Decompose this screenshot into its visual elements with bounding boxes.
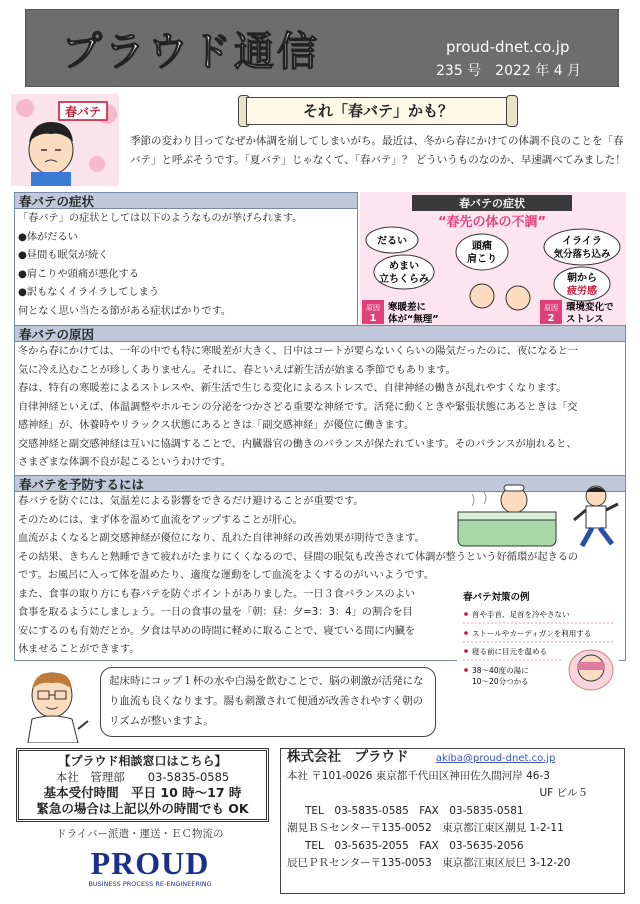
contact-emergency: 緊急の場合は上記以外の時間でも OK (36, 801, 249, 816)
svg-text:体が“無理”: 体が“無理” (388, 314, 439, 325)
figure-subtitle: “春先の体の不調” (437, 215, 547, 230)
text-line: 春バテを防ぐには、気温差による影響をできるだけ避けることが重要です。 (18, 496, 364, 507)
company-email[interactable]: akiba@proud-dnet.co.jp (435, 753, 556, 764)
text-line: 何となく思い当たる節がある症状ばかりです。 (18, 305, 232, 317)
newsletter-title: プラウド通信 (62, 29, 320, 75)
text-line: 休ませることができます。 (18, 644, 140, 655)
svg-text:気分落ち込み: 気分落ち込み (553, 249, 611, 260)
svg-text:10～20分つかる: 10～20分つかる (472, 677, 529, 686)
head-office-tel-fax: TEL 03-5835-0585 FAX 03-5835-0581 (305, 804, 524, 817)
prevention-heading: 春バテを予防するには (14, 475, 626, 492)
tip-item: 首や手首、足首を冷やさない (472, 610, 570, 619)
consultation-contact-box (16, 748, 269, 822)
text-line: ●体がだるい (18, 231, 78, 243)
proud-logo (70, 842, 230, 890)
svg-text:疲労感: 疲労感 (567, 286, 597, 297)
banner-scroll-right (506, 95, 518, 127)
text-line: そのためには、まず体を温めて血流をアップすることが肝心。 (18, 514, 303, 526)
svg-text:2: 2 (547, 313, 555, 324)
bathtub-illustration (452, 478, 562, 550)
tip-item: 寝る前に目元を温める (472, 647, 547, 656)
svg-text:めまい: めまい (389, 261, 419, 272)
text-line: 「春バテ」の症状としては以下のようなものが挙げられます。 (18, 213, 303, 224)
doctor-note-bubble: 起床時にコップ１杯の水や白湯を飲むことで、脳の刺激が活発になり血流も良くなります。腸も刺激されて便通が改善されやすく朝のリズムが整いますよ。 (100, 667, 436, 737)
head-office-address: 本社 〒101-0026 東京都千代田区神田佐久間河岸 46-3 (287, 769, 550, 782)
text-line: 春は、特有の寒暖差によるストレスや、新生活で生じる変化によるストレスで、自律神経の働きが乱れやすくなります。 (18, 383, 567, 394)
svg-text:頭痛: 頭痛 (472, 241, 492, 252)
svg-text:原因: 原因 (366, 304, 380, 312)
figure-title: 春バテの症状 (459, 197, 525, 210)
text-line: 気に冷え込むことが珍しくありません。それに、春といえば新生活が始まる季節でもあります。 (18, 364, 456, 376)
tatsumi-center-address: 辰巳ＰＲセンター〒135-0053 東京都江東区辰巳 3-12-20 (287, 857, 571, 869)
svg-text:イライラ: イライラ (562, 236, 602, 247)
text-line: 冬から春にかけては、一年の中でも特に寒暖差が大きく、日中はコートが要らないくらいの陽気だったのに、夜になると一 (18, 346, 579, 357)
doctor-illustration (22, 667, 92, 743)
contact-hours: 基本受付時間 平日 10 時～17 時 (43, 785, 242, 800)
brand-tagline: ドライバー派遣・運送・ＥＣ物流の (56, 828, 224, 840)
text-line: です。お風呂に入って体を温めたり、適度な運動をして血流をよくするのがいいようです。 (18, 570, 435, 581)
spring-fatigue-illustration (11, 94, 119, 186)
causes-body (18, 343, 624, 473)
svg-text:寒暖差に: 寒暖差に (388, 302, 427, 313)
shiomi-center-tel-fax: TEL 03-5635-2055 FAX 03-5635-2056 (305, 839, 524, 852)
website-url[interactable]: proud-dnet.co.jp (446, 38, 570, 56)
symptoms-heading: 春バテの症状 (14, 192, 358, 209)
tip-item: ストールやカーディガンを利用する (472, 629, 592, 638)
text-line: 交感神経と副交感神経は互いに協調することで、内臓器官の働きのバランスが保たれています。そのバランスが崩れると、 (18, 438, 577, 450)
svg-text:38～40度の湯に: 38～40度の湯に (472, 666, 529, 675)
logo-subtitle: BUSINESS PROCESS RE-ENGINEERING (88, 880, 212, 888)
text-line: ●訳もなくイライラしてしまう (18, 287, 160, 298)
intro-paragraph: 季節の変わり目ってなぜか体調を崩してしまいがち。最近は、冬から春にかけての体調不良のことを「春バテ」と呼ぶそうです。「夏バテ」じゃなくて、「春バテ」？ どういうものなのか、早速調べてみました！ (130, 135, 626, 166)
issue-date: 235 号 2022 年 4 月 (436, 63, 582, 79)
tips-title: 春バテ対策の例 (463, 592, 530, 603)
contact-title: 【プラウド相談窓口はこちら】 (58, 754, 227, 768)
bubble-tired: だるい (377, 236, 407, 247)
text-line: 安にするのも有効だとか。夕食は早めの時間に軽めに取ることで、寝ている間に内臓を (18, 625, 416, 637)
causes-heading: 春バテの原因 (14, 325, 626, 342)
company-name: 株式会社 プラウド (287, 749, 409, 765)
logo-wordmark: PROUD (90, 845, 210, 881)
symptoms-figure (360, 192, 626, 326)
contact-phone[interactable]: 本社 管理部 03-5835-0585 (55, 770, 230, 784)
text-line: さまざまな体調不良が起こるというわけです。 (18, 457, 232, 468)
svg-text:立ちくらみ: 立ちくらみ (379, 274, 429, 285)
intro-banner: それ「春バテ」かも？ (246, 97, 510, 125)
text-line: ●肩こりや頭痛が悪化する (18, 268, 139, 280)
svg-text:原因: 原因 (544, 304, 558, 312)
svg-text:環境変化で: 環境変化で (566, 302, 614, 313)
prevention-tips-figure (457, 588, 619, 694)
head-office-building: UF ビル５ (539, 787, 588, 799)
svg-text:ストレス: ストレス (566, 314, 604, 325)
text-line: 感神経」が、休養時やリラックス状態にあるときは「副交感神経」が優位に働きます。 (18, 420, 415, 431)
symptoms-body (18, 210, 354, 321)
running-illustration (570, 484, 622, 550)
text-line: ●昼間も眠気が続く (18, 250, 109, 261)
svg-text:肩こり: 肩こり (467, 254, 497, 265)
text-line: また、食事の取り方にも春バテを防ぐポイントがありました。一日３食バランスのよい (18, 588, 416, 600)
illus-label: 春バテ (64, 105, 102, 119)
shiomi-center-address: 潮見ＢＳセンター〒135-0052 東京都江東区潮見 1-2-11 (287, 822, 564, 834)
text-line: 血流がよくなると副交感神経が優位になり、乱れた自律神経の改善効果が期待できます。 (18, 533, 425, 544)
text-line: 自律神経といえば、体温調整やホルモンの分泌をつかさどる重要な神経です。活発に動くときや緊張状態にあるときは「交 (18, 401, 578, 413)
svg-text:1: 1 (369, 313, 377, 324)
text-line: その結果、きちんと熟睡できて疲れがたまりにくくなるので、昼間の眠気も改善されて体調が整うという好循環が起きるの (18, 551, 579, 563)
svg-text:朝から: 朝から (567, 273, 597, 284)
text-line: 食事を取るようにしましょう。一日の食事の量を「朝：昼：夕=3：3：4」の割合を目 (18, 607, 413, 618)
company-info-box (280, 748, 625, 894)
